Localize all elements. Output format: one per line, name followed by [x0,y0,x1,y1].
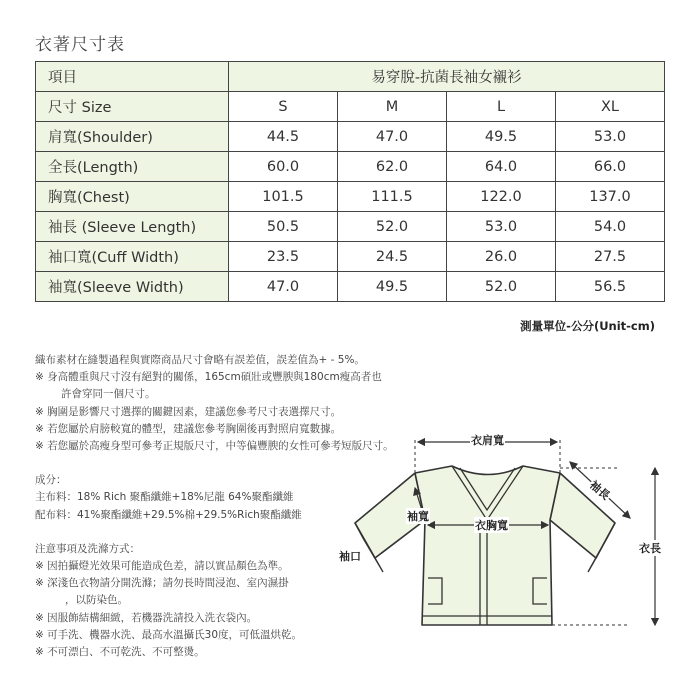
care-item: ※ 因拍攝燈光效果可能造成色差，請以實品顏色為準。 [35,560,289,573]
cell-value: 137.0 [556,182,665,212]
cell-value: 53.0 [447,212,556,242]
unit-note: 測量單位-公分(Unit-cm) [520,319,655,333]
cell-value: 52.0 [447,272,556,302]
care-item: ※ 因服飾結構細緻，若機器洗請投入洗衣袋內。 [35,611,258,624]
cell-value: 53.0 [556,122,665,152]
label-shoulder: 衣肩寬 [471,434,504,447]
cell-value: 60.0 [229,152,338,182]
cell-value: 49.5 [447,122,556,152]
cell-value: 101.5 [229,182,338,212]
table-row [36,182,665,212]
note-line: ※ 身高體重與尺寸沒有絕對的關係，165cm碩壯或豐腴與180cm瘦高者也 [35,371,382,384]
cell-value: 47.0 [338,122,447,152]
row-label: 全長(Length) [36,152,229,182]
product-name: 易穿脫-抗菌長袖女襯衫 [229,62,665,92]
size-row [36,92,665,122]
label-chest: 衣胸寬 [475,519,508,532]
note-line: ※ 若您屬於肩膀較寬的體型，建議您參考胸圍後再對照肩寬數據。 [35,422,342,435]
row-label: 袖寬(Sleeve Width) [36,272,229,302]
note-line: 許會穿同一個尺寸。 [61,388,156,401]
table-row [36,212,665,242]
cell-value: 27.5 [556,242,665,272]
cell-value: 52.0 [338,212,447,242]
item-label: 項目 [36,62,229,92]
size-row-label: 尺寸 Size [36,92,229,122]
care-item: ，以防染色。 [65,594,128,607]
cell-value: 24.5 [338,242,447,272]
care-heading: 注意事項及洗滌方式： [35,542,140,555]
cell-value: 64.0 [447,152,556,182]
table-row [36,152,665,182]
cell-value: 56.5 [556,272,665,302]
table-row [36,242,665,272]
size-l: L [447,92,556,122]
size-s: S [229,92,338,122]
row-label: 肩寬(Shoulder) [36,122,229,152]
cell-value: 44.5 [229,122,338,152]
cell-value: 62.0 [338,152,447,182]
blouse-illustration [330,428,670,643]
table-row [36,122,665,152]
cell-value: 111.5 [338,182,447,212]
cell-value: 50.5 [229,212,338,242]
care-item: ※ 深淺色衣物請分開洗滌；請勿長時間浸泡、室內濕掛 [35,577,289,590]
care-item: ※ 可手洗、機器水洗、最高水溫攝氏30度，可低溫烘乾。 [35,628,302,641]
label-cuff: 袖口 [339,550,361,563]
row-label: 胸寬(Chest) [36,182,229,212]
cell-value: 47.0 [229,272,338,302]
composition-heading: 成分： [35,474,67,487]
cell-value: 26.0 [447,242,556,272]
row-label: 袖口寬(Cuff Width) [36,242,229,272]
size-xl: XL [556,92,665,122]
row-label: 袖長 (Sleeve Length) [36,212,229,242]
cell-value: 54.0 [556,212,665,242]
size-m: M [338,92,447,122]
note-line: ※ 胸圍是影響尺寸選擇的關鍵因素，建議您參考尺寸表選擇尺寸。 [35,405,342,418]
label-length: 衣長 [639,542,661,555]
table-header-row [36,62,665,92]
table-row [36,272,665,302]
composition-trim: 配布料：41%聚酯纖維+29.5%棉+29.5%Rich聚酯纖維 [35,508,302,521]
care-item: ※ 不可漂白、不可乾洗、不可整燙。 [35,646,205,659]
cell-value: 23.5 [229,242,338,272]
composition-main: 主布料：18% Rich 聚酯纖維+18%尼龍 64%聚酯纖維 [35,491,294,504]
cell-value: 49.5 [338,272,447,302]
page-title: 衣著尺寸表 [35,35,125,55]
cell-value: 66.0 [556,152,665,182]
label-sleeve-length: 袖長 [586,476,615,504]
cell-value: 122.0 [447,182,556,212]
note-line: ※ 若您屬於高瘦身型可參考正規版尺寸，中等偏豐腴的女性可參考短版尺寸。 [35,440,394,453]
label-sleeve-width: 袖寬 [407,510,429,523]
note-line: 織布素材在縫製過程與實際商品尺寸會略有誤差值，誤差值為+ - 5%。 [35,354,365,366]
size-chart-table [35,61,665,302]
garment-diagram [330,428,670,647]
